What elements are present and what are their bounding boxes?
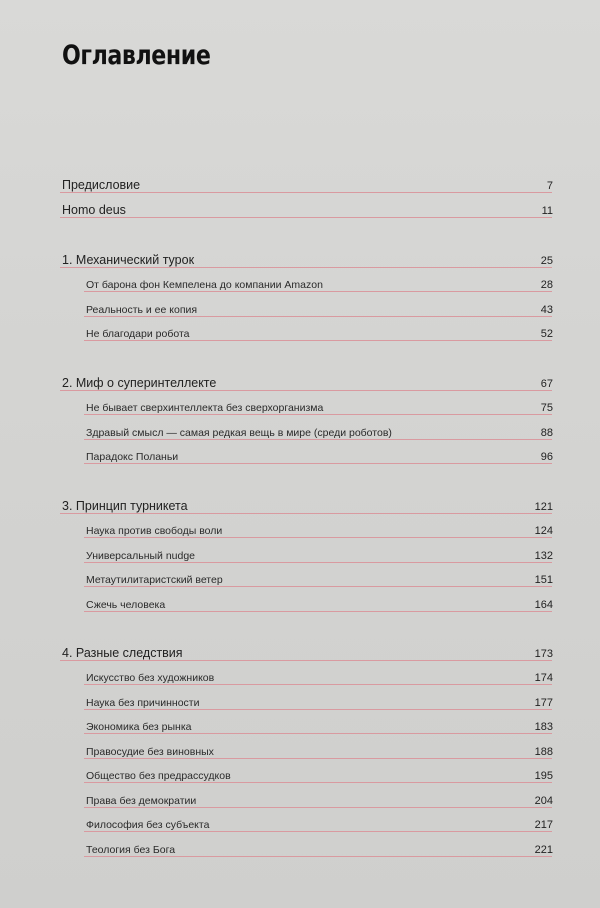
toc-entry-title: Не благодари робота [86,328,190,340]
toc-entry-row [0,200,600,220]
toc-section-row [0,667,600,687]
leader-line [84,733,552,734]
toc-page-number: 25 [540,255,553,267]
toc-entry-title: От барона фон Кемпелена до компании Amazon [86,279,323,291]
leader-line [84,586,552,587]
toc-section-row [0,594,600,614]
toc-entry-title: Не бывает сверхинтеллекта без сверхорганизма [86,402,324,414]
toc-section-row [0,397,600,417]
leader-line [84,684,552,685]
toc-page-number: 75 [540,402,553,414]
leader-line [84,562,552,563]
toc-section-row [0,520,600,540]
toc-entry-title: Универсальный nudge [86,549,196,562]
toc-section-row [0,716,600,736]
toc-entry-title: Парадокс Поланьи [86,451,179,463]
toc-page-number: 124 [534,525,553,537]
toc-entry-title: 3. Принцип турникета [62,499,188,513]
toc-entry-title: Права без демократии [86,794,197,807]
toc-entry-title: 4. Разные следствия [62,646,183,660]
leader-line [84,611,552,612]
toc-page-number: 174 [534,672,553,684]
toc-section-row [0,839,600,859]
toc-entry-title: Правосудие без виновных [86,745,214,758]
toc-entry-title: Общество без предрассудков [86,770,231,782]
leader-line [84,758,552,759]
toc-entry-title: Наука против свободы воли [86,525,223,537]
leader-line [60,217,552,218]
toc-page-number: 121 [534,501,553,513]
toc-entry-title: Предисловие [62,178,141,192]
toc-entry-title: Homo deus [62,203,126,217]
toc-page-number: 88 [540,426,553,439]
toc-section-row [0,814,600,834]
toc-page-number: 173 [534,648,553,660]
toc-page-number: 177 [534,696,553,709]
toc-page-number: 217 [534,819,553,831]
toc-section-row [0,741,600,761]
leader-line [60,390,552,391]
toc-page-number: 28 [540,279,553,291]
toc-page-number: 188 [534,745,553,758]
toc-section-row [0,299,600,319]
toc-section-row [0,569,600,589]
toc-entry-title: 2. Миф о суперинтеллекте [62,376,217,390]
toc-page-number: 43 [540,303,553,316]
toc-entry-title: 1. Механический турок [62,253,195,267]
leader-line [60,513,552,514]
page-title: Оглавление [62,40,211,71]
toc-entry-title: Философия без субъекта [86,819,210,831]
toc-entry-title: Теология без Бога [86,843,176,856]
leader-line [84,439,552,440]
toc-page-number: 164 [534,598,553,611]
leader-line [84,856,552,857]
toc-page-number: 151 [534,574,553,586]
toc-page-number: 204 [534,794,553,807]
leader-line [84,291,552,292]
leader-line [84,316,552,317]
toc-section-row [0,790,600,810]
leader-line [84,831,552,832]
toc-section-row [0,422,600,442]
toc-entry-title: Реальность и ее копия [86,303,198,316]
leader-line [84,807,552,808]
toc-entry-row [0,175,600,195]
toc-entry-title: Экономика без рынка [86,721,192,733]
toc-page-number: 7 [546,180,553,192]
toc-entry-title: Сжечь человека [86,598,166,611]
leader-line [60,192,552,193]
leader-line [84,782,552,783]
toc-page-number: 221 [534,843,553,856]
toc-section-row [0,274,600,294]
toc-entry-row [0,250,600,270]
leader-line [84,709,552,710]
toc-entry-row [0,643,600,663]
leader-line [84,463,552,464]
leader-line [84,340,552,341]
toc-page-number: 67 [540,378,553,390]
toc-entry-row [0,373,600,393]
toc-page-number: 132 [534,549,553,562]
toc-section-row [0,692,600,712]
toc-section-row [0,323,600,343]
leader-line [60,660,552,661]
toc-entry-title: Наука без причинности [86,696,200,709]
toc-section-row [0,765,600,785]
toc-section-row [0,446,600,466]
leader-line [84,414,552,415]
toc-page-number: 183 [534,721,553,733]
toc-page-number: 96 [540,451,553,463]
toc-entry-title: Здравый смысл — самая редкая вещь в мире (среди роботов) [86,426,392,439]
toc-entry-row [0,496,600,516]
toc-page-number: 52 [540,328,553,340]
toc-entry-title: Искусство без художников [86,672,215,684]
toc-page-number: 195 [534,770,553,782]
toc-section-row [0,545,600,565]
toc-entry-title: Метаутилитаристский ветер [86,574,223,586]
toc-page-number: 11 [541,205,553,217]
leader-line [84,537,552,538]
leader-line [60,267,552,268]
